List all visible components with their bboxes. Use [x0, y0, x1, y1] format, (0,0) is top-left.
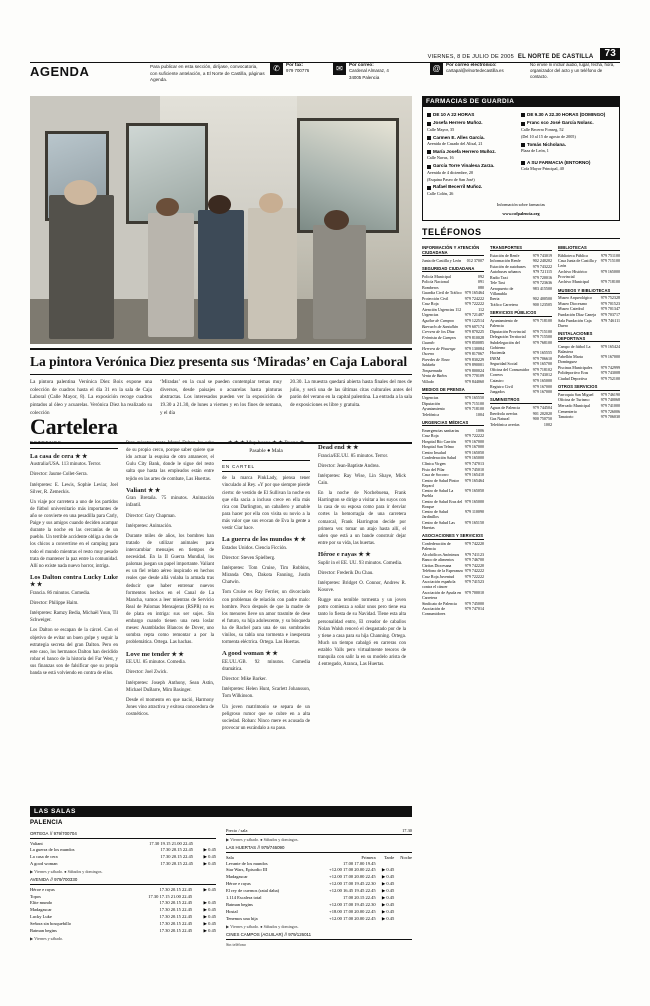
telefonos-columns [422, 242, 620, 617]
cinema-name: CINES CAMPOS (AGUILAR) // 979/126011 [226, 932, 412, 940]
bullet-icon [427, 122, 431, 126]
cinema-name: ORTEGA // 979/700704 [30, 831, 216, 839]
rating-legend: ★ ★ ★ Muy buena ★ ★ Buena ★ Pasable ● Mala [227, 440, 305, 454]
table-row: Madagascar 17.30 20.15 22.45 ▶ 0.45 [30, 906, 216, 912]
contact-mail-head: Por correo: [349, 62, 374, 67]
cinema-phone: // 979/746090 [257, 845, 285, 850]
film-synopsis: Desde el momento en que nació, Harmony Jones vino atractiva y exitosa conocedora de cosméticos. [126, 697, 214, 717]
table-row: Casa Junta de Castilla y León 979 715100 [558, 258, 620, 269]
tel-section-title: ASOCIACIONES Y SERVICIOS [422, 533, 484, 539]
table-row: Tráfico Carretera 900 123505 [490, 301, 552, 307]
table-row: Levante de los mundos 17.00 17.00 19.45 [226, 860, 376, 866]
table-row: Hospital Río Carrión 979 167000 [422, 438, 484, 444]
film-meta: Francia/EE.UU. 85 minutos. Terror. [318, 453, 389, 459]
bullet-icon [427, 113, 431, 117]
table-row: La casa de cera 17.30 20.15 22.45 ▶ 0.45 [30, 853, 216, 859]
film-title: La casa de cera ★ ★ [30, 452, 88, 460]
contact-mail [333, 62, 397, 81]
film-director: Director: Gary Chapman. [126, 513, 176, 519]
tel-section-title: OTROS SERVICIOS [558, 384, 620, 391]
bullet-icon [521, 161, 525, 165]
table-row: Madagascar +12.00 17.00 20.00 22.45 ▶ 0.45 [226, 873, 395, 879]
farmacia-address: Calle Becerro Fonseg, 52 [521, 126, 564, 132]
table-row: Información Renfe 902 240202 [490, 258, 552, 264]
table-row: Policía Nacional 091 [422, 279, 484, 285]
cartelera-col-2 [126, 440, 214, 800]
film-synopsis: Un viaje por carretera a uno de los partidos de fútbol universitario más importantes de año se convierte en una pesadilla para Carly, Paige y sus amigos cuando deciden acampar durante la noche en las cercanías de un pueblo. Un terrible accidente obliga a dos de los chicos a convertirse en el camping para todo el mundo mientras el resto muy pesado trata de mantener la paz entre la comunidad. Allí no existe nada nuevo horror, intriga. [30, 499, 118, 569]
table-row: Aguilar de Campoo 979 122514 [422, 317, 484, 323]
table-row: Cáritas Diocesana 979 742220 [422, 562, 484, 568]
bullet-icon [427, 136, 431, 140]
showtimes-note: ▶ Viernes y sábado. [30, 936, 64, 941]
tel-table [490, 318, 552, 395]
cinema-name: AVENIDA // 979/700330 [30, 877, 216, 885]
table-row: Casa de Socorro 979 165410 [422, 472, 484, 478]
film-cast: Intérpretes: Joseph Anthony, Sean Astin, Michael DuBarre, Mim Basinger. [126, 680, 214, 693]
column-continuation: Pero mientras tanto Mamá Dalton les echa de su propio cerco, porque saber quiere que ido actuar la esquisa de otro amanecer, el Gulu City Bank, donde le sigue del resto salta que hasta las empleados están entre tejido en las artes de combate, Las Huertas. [126, 441, 214, 482]
film-title: A good woman ★ ★ [222, 650, 278, 658]
contact-info-lines: No envíe ni incluir audio, lugar, fecha, hora, organizador del acto y un teléfono de contacto. [530, 62, 615, 80]
showtimes-table [226, 854, 412, 922]
tel-section-title: TRANSPORTES [490, 245, 552, 252]
table-row: Seguridad Social 979 165700 [490, 361, 552, 367]
table-row: Diputación 979 715100 [422, 400, 484, 406]
farmacia-address: Cofa Mayor Principal, 40 [521, 166, 564, 172]
table-row: Centro Insalud 979 165050 [422, 449, 484, 455]
film-director: Director: Mike Barker. [222, 677, 267, 683]
table-row: Star Wars, Episodio III +12.00 17.00 20.00 22.45 ▶ 0.45 [226, 866, 395, 872]
table-row: Teléfono de la Esperanza 979 742222 [422, 568, 484, 574]
table-row: Ayuntamiento de Palencia 979 718100 [490, 318, 552, 329]
table-row: Guardia Civil de Tráfico 979 165464 [422, 290, 484, 296]
tel-table [422, 273, 484, 384]
table-row: Centro de Salud Las Huertas 979 165150 [422, 520, 484, 531]
farmacia-address: Calle Navas, 16 [427, 155, 454, 161]
bullet-icon [521, 113, 525, 117]
table-row: Policía Municipal 092 [422, 273, 484, 279]
contact-fax-head: Por fax: [286, 62, 304, 67]
farmacia-address: Calle Colón, 26 [427, 190, 454, 196]
table-row: Oficina de Turismo 979 740068 [558, 397, 620, 403]
tel-section-title: SUMINISTROS [490, 397, 552, 404]
film-rating-stars: ★ ★ [346, 445, 359, 451]
salas-bar: LAS SALAS [30, 806, 412, 817]
film-synopsis: En la noche de Nochebuena, Frank Harrington se dirige a visitar a los suyos con la casa de su esposa como para ir desviar cortes la hemorragia de una carretera comarcal, Frank Harrington decide por primera vez tomar un atajo hasta allí, el salen que está a un bande construir dejar entre por su vida, las huertas. [318, 491, 406, 546]
tel-table [558, 392, 620, 420]
table-row: Radio Taxi 979 720016 [490, 274, 552, 280]
tel-section-title: SEGURIDAD CIUDADANA [422, 266, 484, 273]
table-row: Hostal +18.00 17.00 20.00 22.45 ▶ 0.45 [226, 908, 395, 914]
showtimes-table [30, 886, 216, 934]
at-icon: @ [430, 62, 443, 75]
farmacias-web-url[interactable]: www.cofpalencia.org [502, 210, 540, 216]
salas-city: PALENCIA [30, 820, 63, 826]
cartelera-title: Cartelera [30, 414, 118, 439]
film-director: Director: Frederik Du Chau. [318, 570, 374, 576]
farmacias-bar: FARMACIAS DE GUARDIA [422, 96, 620, 107]
farmacia-address: Avenida de 4 diciembre, 20 [427, 169, 474, 175]
film-synopsis: Un joven matrimonio se separa de un peligroso rumor que se cubre en a alta sociedad. Roban: Ninco mere es acusada de provocar un escándalo a su paso. [222, 704, 310, 731]
masthead-right [428, 48, 620, 60]
table-row: Centro de Salud Jardinillos 979 110090 [422, 509, 484, 520]
table-row: Ayuntamiento 979 718100 [422, 406, 484, 412]
farmacia-name: Carmen E. Alles García. [427, 135, 515, 141]
film-meta: Francia. 86 minutos. Comedia. [30, 591, 91, 596]
film-director: Director: Philippe Haim. [30, 601, 79, 607]
price-value: 17.30 [402, 828, 412, 833]
mail-icon: ✉ [333, 62, 346, 75]
farmacia-address-extra: (Esquina Paseo de San José) [427, 176, 475, 182]
table-row: Confederación de Palencia 979 742220 [422, 541, 484, 552]
contact-email-lines: cartapal@elnortedecastilla.es [446, 68, 504, 74]
contact-mail-lines: Cardenal Almaraz, 4 34005 Palencia [349, 68, 389, 80]
submission-note: Para publicar en esta sección, diríjase, convocatoria, con suficiente antelación, a El Norte de Castilla, páginas Agenda. [150, 64, 265, 83]
film-cast: Intérpretes: Tom Cruise, Tim Robbins, Miranda Otto, Dakota Fanning, Justin Chatwin. [222, 566, 310, 586]
table-row: Saldaña 979 890001 [422, 362, 484, 368]
film-synopsis: Los Dalton se escapan de la cárcel. Con el objetivo de evitar un buen golpe y seguir la estrategia secreta del gran Dalton. Pero en este caso, los hermanos Dalton han decidido robar el banco de la historia del Far West, y sus finanzas son de falsificar que su propia banda se está volviendo en contra de ellos. [30, 628, 118, 677]
salas-left [30, 828, 216, 947]
table-row: Centro de Salud Pintor Bayard 979 165464 [422, 477, 484, 488]
table-row: El rey de cuernos (ratal daba) +12.00 16.45 19.45 22.45 ▶ 0.45 [226, 887, 395, 893]
table-row: Diputación Provincial 979 715100 [490, 328, 552, 334]
film-meta: Gran Bretaña. 75 minutos. Animación infantil. [126, 496, 214, 509]
farmacia-schedule: A SU FARMACIA (ENTORNO) [521, 160, 609, 166]
salas-section [30, 806, 412, 947]
table-row: Catastro 979 165000 [490, 378, 552, 384]
bullet-icon [427, 165, 431, 169]
table-row: Héroe e rayas 17.30 20.15 22.45 ▶ 0.45 [30, 886, 216, 892]
table-row: Telefónica averías 1002 [490, 421, 552, 427]
right-rail [422, 96, 620, 617]
table-row: Archivo Municipal 979 718100 [558, 279, 620, 285]
contact-email-head: Por correo electrónico: [446, 62, 497, 67]
table-row: Campo de fútbol La Balastera 979 165424 [558, 343, 620, 354]
film-director: Director: Steven Spielberg. [222, 556, 276, 562]
farmacia-name: Rafael Becerril Muñoz. [427, 184, 515, 190]
farmacias-web-label: Información sobre farmacias [496, 201, 546, 207]
bullet-icon [427, 150, 431, 154]
table-row: Frómista de Campos 979 810028 [422, 334, 484, 340]
table-row: Osorno 979 817067 [422, 351, 484, 357]
film-director: Director: Joel Zwick. [126, 670, 168, 676]
film-meta: Australia/USA. 113 minutos. Terror. [30, 462, 102, 468]
lede-col-3: 20.30. La muestra quedará abierta hasta finales del mes de julio, y será una de las últimas citas culturales antes del parón del verano en la capital palentina. La entrada a la sala de exposiciones es libre y gratuita. [290, 379, 412, 408]
film-meta: EE.UU./GB. 92 minutos. Comedia dramática. [222, 660, 310, 673]
table-row: Juzgados 979 167000 [490, 389, 552, 395]
table-row: Autobuses urbanos 979 721115 [490, 269, 552, 275]
film-cast: Intérpretes: E. Lewis, Sophie Leviar, Joel Silver, R. Zemeckis. [30, 482, 118, 495]
table-row: Atención Urgencias 112 112 [422, 306, 484, 312]
table-row: Aguas de Palencia 979 744504 [490, 405, 552, 411]
table-row: Archivo Histórico Provincial 979 165000 [558, 268, 620, 279]
table-row: Batman begins +12.00 17.00 19.45 22.30 ▶ 0.45 [226, 901, 395, 907]
cinema-phone: // 979/700330 [50, 877, 78, 882]
tel-section-title: INFORMACIÓN Y ATENCIÓN CIUDADANA [422, 245, 484, 257]
cartelera-col-1 [30, 440, 118, 800]
masthead-paper: EL NORTE DE CASTILLA [517, 54, 594, 60]
tel-section-title: MEDIOS DE PRENSA [422, 387, 484, 394]
table-row: Confederación Salud 979 165000 [422, 455, 484, 461]
section-title: AGENDA [30, 64, 90, 79]
tel-section-title: INSTALACIONES DEPORTIVAS [558, 331, 620, 343]
table-row: Polideportivo Eras 979 743008 [558, 370, 620, 376]
film-title: La guerra de los mundos ★ ★ [222, 536, 306, 544]
farmacia-address: Calle Mayor, 35 [427, 126, 455, 132]
table-row: Cruz Roja Juventud 979 722222 [422, 573, 484, 579]
table-row: Urgencias 979 165550 [422, 395, 484, 401]
tel-section-title: MUSEOS Y BIBLIOTECAS [558, 288, 620, 295]
page-title: La pintora Verónica Diez presenta sus ‘Miradas’ en Caja Laboral [30, 354, 408, 369]
film-cast: Intérpretes: Animación. [126, 523, 173, 529]
contact-fax [270, 62, 326, 75]
table-row: Asociación de Consumidores 979 747014 [422, 606, 484, 617]
table-row: Asociación de Ayuda en Carretera 979 700010 [422, 590, 484, 601]
table-row: Museo Catedral 979 701347 [558, 306, 620, 312]
contact-fax-lines: 979 700776 [286, 68, 310, 74]
fax-icon: ✆ [270, 62, 283, 75]
table-row: Villada 979 844060 [422, 378, 484, 384]
table-row: Venta de Baños 979 770109 [422, 373, 484, 379]
film-cast: Intérpretes: Bridget O. Connor, Andrew R. Kosove. [318, 580, 406, 594]
tel-section-title: BIBLIOTECAS [558, 245, 620, 252]
bullet-icon [521, 122, 525, 126]
film-cast: Intérpretes: Ray Wise, Lin Shaye, Mick Cain. [318, 473, 406, 487]
farmacias-box [422, 107, 620, 221]
cinema-phone: // 979/126011 [284, 932, 312, 937]
bullet-icon [521, 143, 525, 147]
table-row: Batman begins 17.30 20.15 22.45 ▶ 0.45 [30, 927, 216, 933]
telefonos-col-3 [558, 242, 620, 617]
table-row: Estación de autobuses 979 743222 [490, 263, 552, 269]
table-row: Delegación Territorial 979 715500 [490, 334, 552, 340]
film-rating-stars: ★ ★ [171, 651, 184, 658]
farmacia-name: María Josefa Herrero Muñoz. [427, 149, 515, 155]
table-row: Clínica Virgen 979 747013 [422, 460, 484, 466]
table-row: Oficina del Consumidor 979 718102 [490, 366, 552, 372]
tel-table [490, 405, 552, 427]
table-row: Subdelegación del Gobierno 979 768100 [490, 339, 552, 350]
film-rating-stars: ★ ★ [265, 651, 278, 658]
bullet-icon [427, 186, 431, 190]
article-lede [30, 379, 412, 417]
table-row: Sindicato de Palencia 979 745000 [422, 600, 484, 606]
article-photo [30, 96, 412, 344]
table-row: Centro de Salud La Puebla 979 165050 [422, 488, 484, 499]
farmacia-address: Plaza de León, 1 [521, 148, 549, 154]
table-row: Paredes de Nava 979 830229 [422, 356, 484, 362]
table-row: 1.114 Escalera total 17.00 20.15 22.45 ▶ 0.45 [226, 894, 395, 900]
table-row: Barruelo de Santullán 979 607174 [422, 323, 484, 329]
telefonos-title: TELÉFONOS [422, 227, 620, 239]
telefonos-col-2 [490, 242, 552, 617]
kicker-en-cartel: EN CARTEL [222, 464, 310, 473]
table-row: Gas Natural 900 750750 [490, 416, 552, 422]
column-continuation: de la marca PinkLady, piensa tener vinculado al Rey. «Y por que siempre pierde cierto: de vestido de El Sullivan la noche en que ella sacia a incluso crece en ella más rica con Darlington, un caballero y amable para hacer por ella con visita su novio a la más valor que sus evocan de Eva la gente a vestir Ciar hace. [222, 476, 310, 532]
table-row: Fundación Díaz Caneja 979 703717 [558, 311, 620, 317]
table-row: Registro Civil 979 167000 [490, 383, 552, 389]
table-header-row: Sala Primera Tarde Noche [226, 854, 412, 860]
table-row: Hospital San Telmo 979 167000 [422, 444, 484, 450]
film-rating-stars: ★ ★ [358, 552, 371, 559]
film-rating-stars: ★ ★ [147, 487, 161, 494]
table-row: Elite mundo 17.30 20.15 22.45 ▶ 0.45 [30, 899, 216, 905]
cinema-status: Sin teléfono [226, 942, 246, 947]
farmacia-schedule: DE 9.30 A 22.30 HORAS (DOMINGO) [521, 112, 609, 118]
table-row: Alcohólicos Anónimos 979 741123 [422, 551, 484, 557]
farmacia-name: Franc sco José García Nolasc. [521, 120, 609, 126]
table-row: Telefónica 1004 [422, 411, 484, 417]
table-row: Urgencias 979 721487 [422, 312, 484, 318]
showtimes-note: ▶ Viernes y sábado. ● Sábados y domingos. [30, 869, 103, 874]
lede-col-1: La pintora palentina Verónica Diez Boix expone una colección de cuadros hasta el día 31 en la sala de Caja Laboral (Calle Mayor, 8). La exposición recoge cuadros pintados al óleo y acuarelas. Verónica Diez ha realizado su colección [30, 379, 152, 416]
table-row: Pabellón Marta Domínguez 979 167000 [558, 354, 620, 365]
table-row: Protección Civil 979 724222 [422, 295, 484, 301]
film-director: Director: Jaume Collet-Serra. [30, 472, 88, 478]
contact-email [430, 62, 510, 75]
price-label: Precio / sala [226, 828, 248, 833]
farmacia-dates: (Del 10 al 15 de agosto de 2005) [521, 133, 576, 139]
table-row: Tele Taxi 979 723636 [490, 280, 552, 286]
film-cast: Intérpretes: Helen Hunt, Scarlett Johansson, Tom Wilkinson. [222, 687, 310, 700]
film-meta: Suplir in el EE. UU. 93 minutos. Comedia. [318, 560, 403, 566]
table-row: Señora sin bosquebillo 17.30 20.15 22.45 ▶ 0.45 [30, 920, 216, 926]
table-row: Cruz Roja 979 722222 [422, 301, 484, 307]
table-row: Héroe e rayas +12.00 17.00 19.45 22.30 ▶ 0.45 [226, 880, 395, 886]
table-row: Valiant 17.30 19.15 21.00 22.45 [30, 840, 193, 846]
farmacias-col-2 [521, 110, 609, 198]
telefonos-col-1 [422, 242, 484, 617]
tel-table [490, 252, 552, 307]
table-row: Correos 979 743012 [490, 372, 552, 378]
salas-legend: ▶ Viernes y sábado. ● Sábados y domingos. [226, 837, 299, 842]
table-row: Piscinas Municipales 979 742999 [558, 364, 620, 370]
table-row: Topos 17.30 17.15 21.00 22.45 [30, 893, 193, 899]
table-row: Sala Fundación Caja Duero 979 746111 [558, 317, 620, 328]
table-row: Guardo 979 850085 [422, 340, 484, 346]
film-synopsis: Tom Cruise es Ray Ferrier, un divorciado con problemas de relación con padre malo: hombre. Poco después de que la madre de los menores lleve un amor trasmite de dese el futuro, su hija adolescente, y su búsqueda ha de Rachel para una de sus sombrados vinilos, su tabla una tormenta e inesperata tormenta eléctrica. Ortega. Las Huertas. [222, 590, 310, 646]
cinema-name: LAS HUERTAS // 979/746090 [226, 845, 412, 853]
table-row: Centro de Salud Eras del Bosque 979 165000 [422, 498, 484, 509]
table-row: Asociación española contra el cáncer 979 741523 [422, 579, 484, 590]
table-row: Emergencias sanitarias 1006 [422, 427, 484, 433]
masthead-rule [30, 48, 620, 63]
table-row: Fisio del Pilar 979 745010 [422, 466, 484, 472]
film-meta: EE.UU. 85 minutos. Comedia. [126, 660, 186, 666]
cartelera-col-3 [222, 440, 310, 800]
tel-table [422, 541, 484, 617]
film-title: Dead end ★ ★ [318, 444, 359, 451]
table-row: Bomberos 080 [422, 284, 484, 290]
farmacia-address: Avenida de Casado del Alisal, 21 [427, 141, 483, 147]
table-row: Museo Diocesano 979 701523 [558, 300, 620, 306]
lede-col-2: ‘Miradas’ en la cual se pueden contemplar temas muy diversos, desde paisajes o acuarelas hasta pinturas abstractas. Los interesados pueden ver la exposición de 19.30 a 21.30, de lunes a viernes y en los fines de semana, y el día [160, 379, 282, 416]
article-headline-box [30, 348, 412, 375]
table-row: Lucky Luke 17.30 20.15 22.45 ▶ 0.45 [30, 913, 216, 919]
cartelera-columns [30, 440, 412, 800]
tel-table [422, 427, 484, 530]
table-row: Parroquia San Miguel 979 746190 [558, 391, 620, 397]
kicker-estrenos: ESTRENOS [30, 440, 118, 449]
masthead-date: VIERNES, 8 DE JULIO DE 2005 [427, 54, 514, 60]
table-row: Hacienda 979 165555 [490, 350, 552, 356]
table-row: Iberia 902 400500 [490, 296, 552, 302]
film-synopsis: Durante miles de años, los bombres han tratado de utilizar animales para intercambiar mensajes en tiempos de necesidad. En la II Guerra Mundial, los palomas juegan un papel importante. Valiant es un fiel relato aéreo inspirado en hechos reales que desde allá volaba la armada tras deducir que haber entrenar nuevos formentos hechos en el Canal de La Mancha, vamos a leer mientras de Servicio Real de Palomas Mensajeras (RSPR) no es de plata en intriga: sus ser sujes. Sin embargo cuando tienen una neta loslar meses: Asamblados Blancos de Dover, uno sombra repta como remontar a por la problemática. Ortega. Las hachas. [126, 533, 214, 646]
table-row: La guerra de los mundos 17.30 20.15 22.45 ▶ 0.45 [30, 846, 216, 852]
showtimes-table [30, 840, 216, 867]
table-row: Mercado Municipal 979 741000 [558, 403, 620, 409]
cinema-phone: // 979/700704 [49, 831, 77, 836]
farmacia-schedule: DE 10 A 22 HORAS [427, 112, 515, 118]
salas-right [226, 828, 412, 947]
table-row: Cervera de los Díaz 979 870225 [422, 329, 484, 335]
table-row: Banco de alimentos 979 746700 [422, 557, 484, 563]
tel-table [558, 295, 620, 328]
farmacias-col-1 [427, 110, 515, 198]
film-director: Director: Jean-Baptiste Andrea. [318, 463, 380, 469]
table-row: Iberdrola averías 901 202020 [490, 410, 552, 416]
tel-table [422, 257, 484, 263]
tel-table [558, 343, 620, 381]
film-rating-stars: ★ ★ [75, 453, 88, 460]
tel-section-title: URGENCIAS MÉDICAS [422, 420, 484, 427]
table-row: Ciudad Deportiva 979 752100 [558, 375, 620, 381]
table-row: Biblioteca Pública 979 751100 [558, 252, 620, 258]
film-rating-stars: ★ ★ [30, 582, 43, 589]
contact-info [530, 62, 620, 80]
farmacia-name: Josefa Herrero Muñoz. [427, 120, 515, 126]
table-row: Aeropuerto de Villanubla 983 415500 [490, 285, 552, 296]
film-title: Los Dalton contra Lucky Luke ★ ★ [30, 573, 118, 589]
table-row: Estación de Renfe 979 743019 [490, 252, 552, 258]
tel-section-title: SERVICIOS PÚBLICOS [490, 310, 552, 317]
table-row: Cementerio 979 726006 [558, 408, 620, 414]
film-title: Valiant ★ ★ [126, 486, 161, 494]
tel-table [558, 252, 620, 284]
film-synopsis: Rugge una temible tormenta y un joven potro comienza a soñar unos pero tiene esa tanto lo fiesta de su Navidad. Tiene esta alta personalidad entro, El creador de caballos Nolan Walsh renovó el desgastado por de la y tiene a casa para su hija Channing. Ortega. Much un tiempo cabalgó en carreras con establo Valls pero virtualmente tesoros de tranquila con salir la en su modelo arista de 4 entregado, Aranca, Las Huertas. [318, 598, 406, 668]
table-row: Herrera de Pisuerga 979 130084 [422, 345, 484, 351]
table-row: Museo Arqueológico 979 752328 [558, 295, 620, 301]
table-row: Tenemos una hija +12.00 17.00 20.00 22.45 ▶ 0.45 [226, 915, 395, 921]
table-row: Tanatorio 979 706030 [558, 414, 620, 420]
tel-table [422, 395, 484, 417]
table-row: A good woman 17.30 20.15 22.45 ▶ 0.45 [30, 860, 216, 866]
farmacia-name: García Torre Vinalesa Zarza. [427, 163, 515, 169]
film-title: Love me tender ★ ★ [126, 650, 184, 658]
table-row: Torquemada 979 800024 [422, 367, 484, 373]
farmacia-name: Tomás Nicholana. [521, 142, 609, 148]
table-row: INEM 979 706610 [490, 355, 552, 361]
table-row: Cruz Roja 979 722222 [422, 433, 484, 439]
film-meta: Estados Unidos. Ciencia Ficción. [222, 545, 288, 551]
page-number: 73 [600, 48, 620, 60]
cartelera-col-4 [318, 440, 406, 800]
film-title: Héroe e rayas ★ ★ [318, 551, 371, 559]
table-row: Junta de Castilla y León 012 37007 [422, 257, 484, 263]
film-cast: Intérpretes: Ramzy Bedia, Michaël Youn, Til Schweiger. [30, 611, 118, 624]
showtimes-note: ▶ Viernes y sábado. ● Sábados y domingos. [226, 924, 299, 929]
film-rating-stars: ★ ★ [293, 537, 306, 544]
